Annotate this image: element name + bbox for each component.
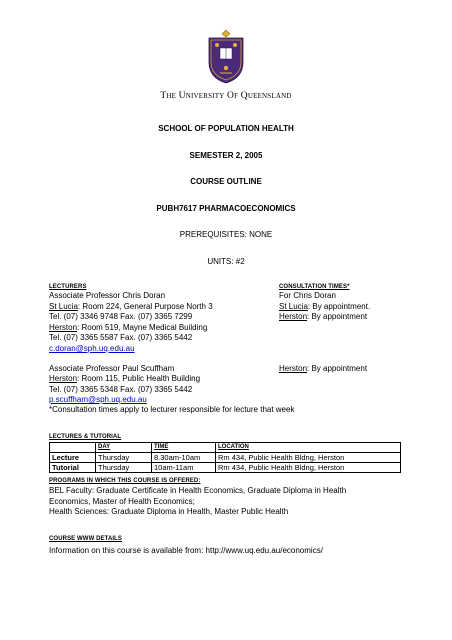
schedule-table <box>49 442 401 473</box>
row-time: 8.30am-10am <box>152 453 216 463</box>
lecturer-1-stlucia-office: St Lucia: Room 224, General Purpose North 3 <box>49 302 213 311</box>
lecturer-2-phone: Tel. (07) 3365 5348 Fax. (07) 3365 5442 <box>49 385 193 394</box>
table-row <box>50 453 401 463</box>
row-location: Rm 434, Public Health Bldng, Herston <box>216 463 401 473</box>
programs-heading: PROGRAMS IN WHICH THIS COURSE IS OFFERED: <box>49 478 201 484</box>
lecturer-1-herston-office: Herston: Room 519, Mayne Medical Building <box>49 323 208 332</box>
document-title: COURSE OUTLINE <box>190 177 262 186</box>
row-type: Lecture <box>50 453 96 463</box>
row-day: Thursday <box>96 453 152 463</box>
column-header-type <box>50 443 96 453</box>
consult-2-herston: Herston: By appointment <box>279 364 368 373</box>
consultation-times-heading: CONSULTATION TIMES* <box>279 284 350 290</box>
lecturer-2-name: Associate Professor Paul Scuffham <box>49 364 175 373</box>
programs-line-2: Economics, Master of Health Economics; <box>49 497 195 506</box>
lecturers-heading: LECTURERS <box>49 284 87 290</box>
consult-1-stlucia: St Lucia: By appointment. <box>279 302 371 311</box>
university-crest-logo <box>206 28 246 84</box>
units: UNITS: #2 <box>207 257 245 266</box>
course-code-title: PUBH7617 PHARMACOECONOMICS <box>156 204 296 213</box>
programs-line-1: BEL Faculty: Graduate Certificate in Health Economics, Graduate Diploma in Health <box>49 486 347 495</box>
row-type: Tutorial <box>50 463 96 473</box>
school-name: SCHOOL OF POPULATION HEALTH <box>158 124 294 133</box>
consultation-footnote: *Consultation times apply to lecturer responsible for lecture that week <box>49 405 295 414</box>
lecturer-1-name: Associate Professor Chris Doran <box>49 291 166 300</box>
lecturer-2-herston-office: Herston: Room 115, Public Health Building <box>49 374 201 383</box>
column-header-location: LOCATION <box>216 443 401 453</box>
lectures-tutorial-heading: LECTURES & TUTORIAL <box>49 434 122 440</box>
row-time: 10am-11am <box>152 463 216 473</box>
prerequisites: PREREQUISITES: NONE <box>179 230 273 239</box>
consult-for-lecturer-1: For Chris Doran <box>279 291 336 300</box>
table-row <box>50 463 401 473</box>
lecturer-1-stlucia-phone: Tel. (07) 3346 9748 Fax. (07) 3365 7299 <box>49 312 193 321</box>
column-header-day: DAY <box>96 443 152 453</box>
course-www-heading: COURSE WWW DETAILS <box>49 536 123 542</box>
row-day: Thursday <box>96 463 152 473</box>
lecturer-1-herston-phone: Tel. (07) 3365 5587 Fax. (07) 3365 5442 <box>49 333 193 342</box>
lecturer-2-email-link[interactable]: p.scuffham@sph.uq.edu.au <box>49 395 147 404</box>
row-location: Rm 434, Public Health Bldng, Herston <box>216 453 401 463</box>
university-name: The University Of Queensland <box>160 91 292 101</box>
column-header-time: TIME <box>152 443 216 453</box>
schedule-header-row <box>50 443 401 453</box>
lecturer-1-email-link[interactable]: c.doran@sph.uq.edu.au <box>49 344 135 353</box>
consult-1-herston: Herston: By appointment <box>279 312 368 321</box>
course-www-info: Information on this course is available from: http://www.uq.edu.au/economics/ <box>49 546 323 555</box>
semester: SEMESTER 2, 2005 <box>189 151 263 160</box>
programs-line-3: Health Sciences: Graduate Diploma in Health, Master Public Health <box>49 507 289 516</box>
